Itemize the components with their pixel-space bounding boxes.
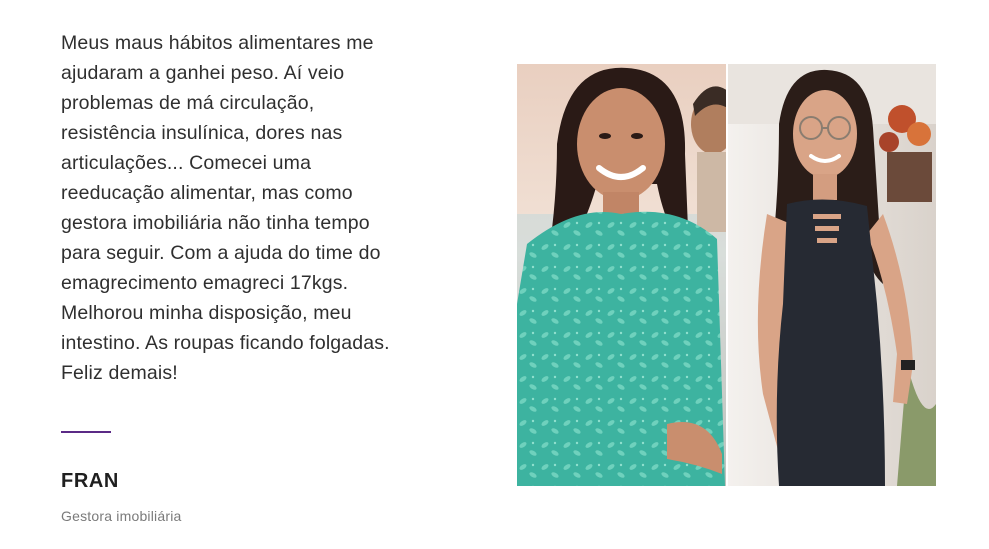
- quote-line: Feliz demais!: [61, 362, 178, 384]
- quote-line: resistência insulínica, dores nas: [61, 122, 343, 144]
- quote-line: gestora imobiliária não tinha tempo: [61, 212, 370, 234]
- quote-line: para seguir. Com a ajuda do time do: [61, 242, 381, 264]
- quote-line: emagrecimento emagreci 17kgs.: [61, 272, 349, 294]
- before-after-photo: [517, 64, 936, 486]
- accent-divider: [61, 431, 111, 433]
- after-photo: [728, 64, 936, 486]
- author-name: FRAN: [61, 470, 119, 492]
- quote-line: Melhorou minha disposição, meu: [61, 302, 352, 324]
- before-photo: [517, 64, 735, 486]
- author-role: Gestora imobiliária: [61, 508, 182, 524]
- quote-line: Meus maus hábitos alimentares me: [61, 32, 374, 54]
- quote-line: articulações... Comecei uma: [61, 152, 312, 174]
- quote-line: intestino. As roupas ficando folgadas.: [61, 332, 390, 354]
- quote-line: problemas de má circulação,: [61, 92, 315, 114]
- quote-line: ajudaram a ganhei peso. Aí veio: [61, 62, 345, 84]
- testimonial-quote: [61, 28, 451, 388]
- quote-line: reeducação alimentar, mas como: [61, 182, 353, 204]
